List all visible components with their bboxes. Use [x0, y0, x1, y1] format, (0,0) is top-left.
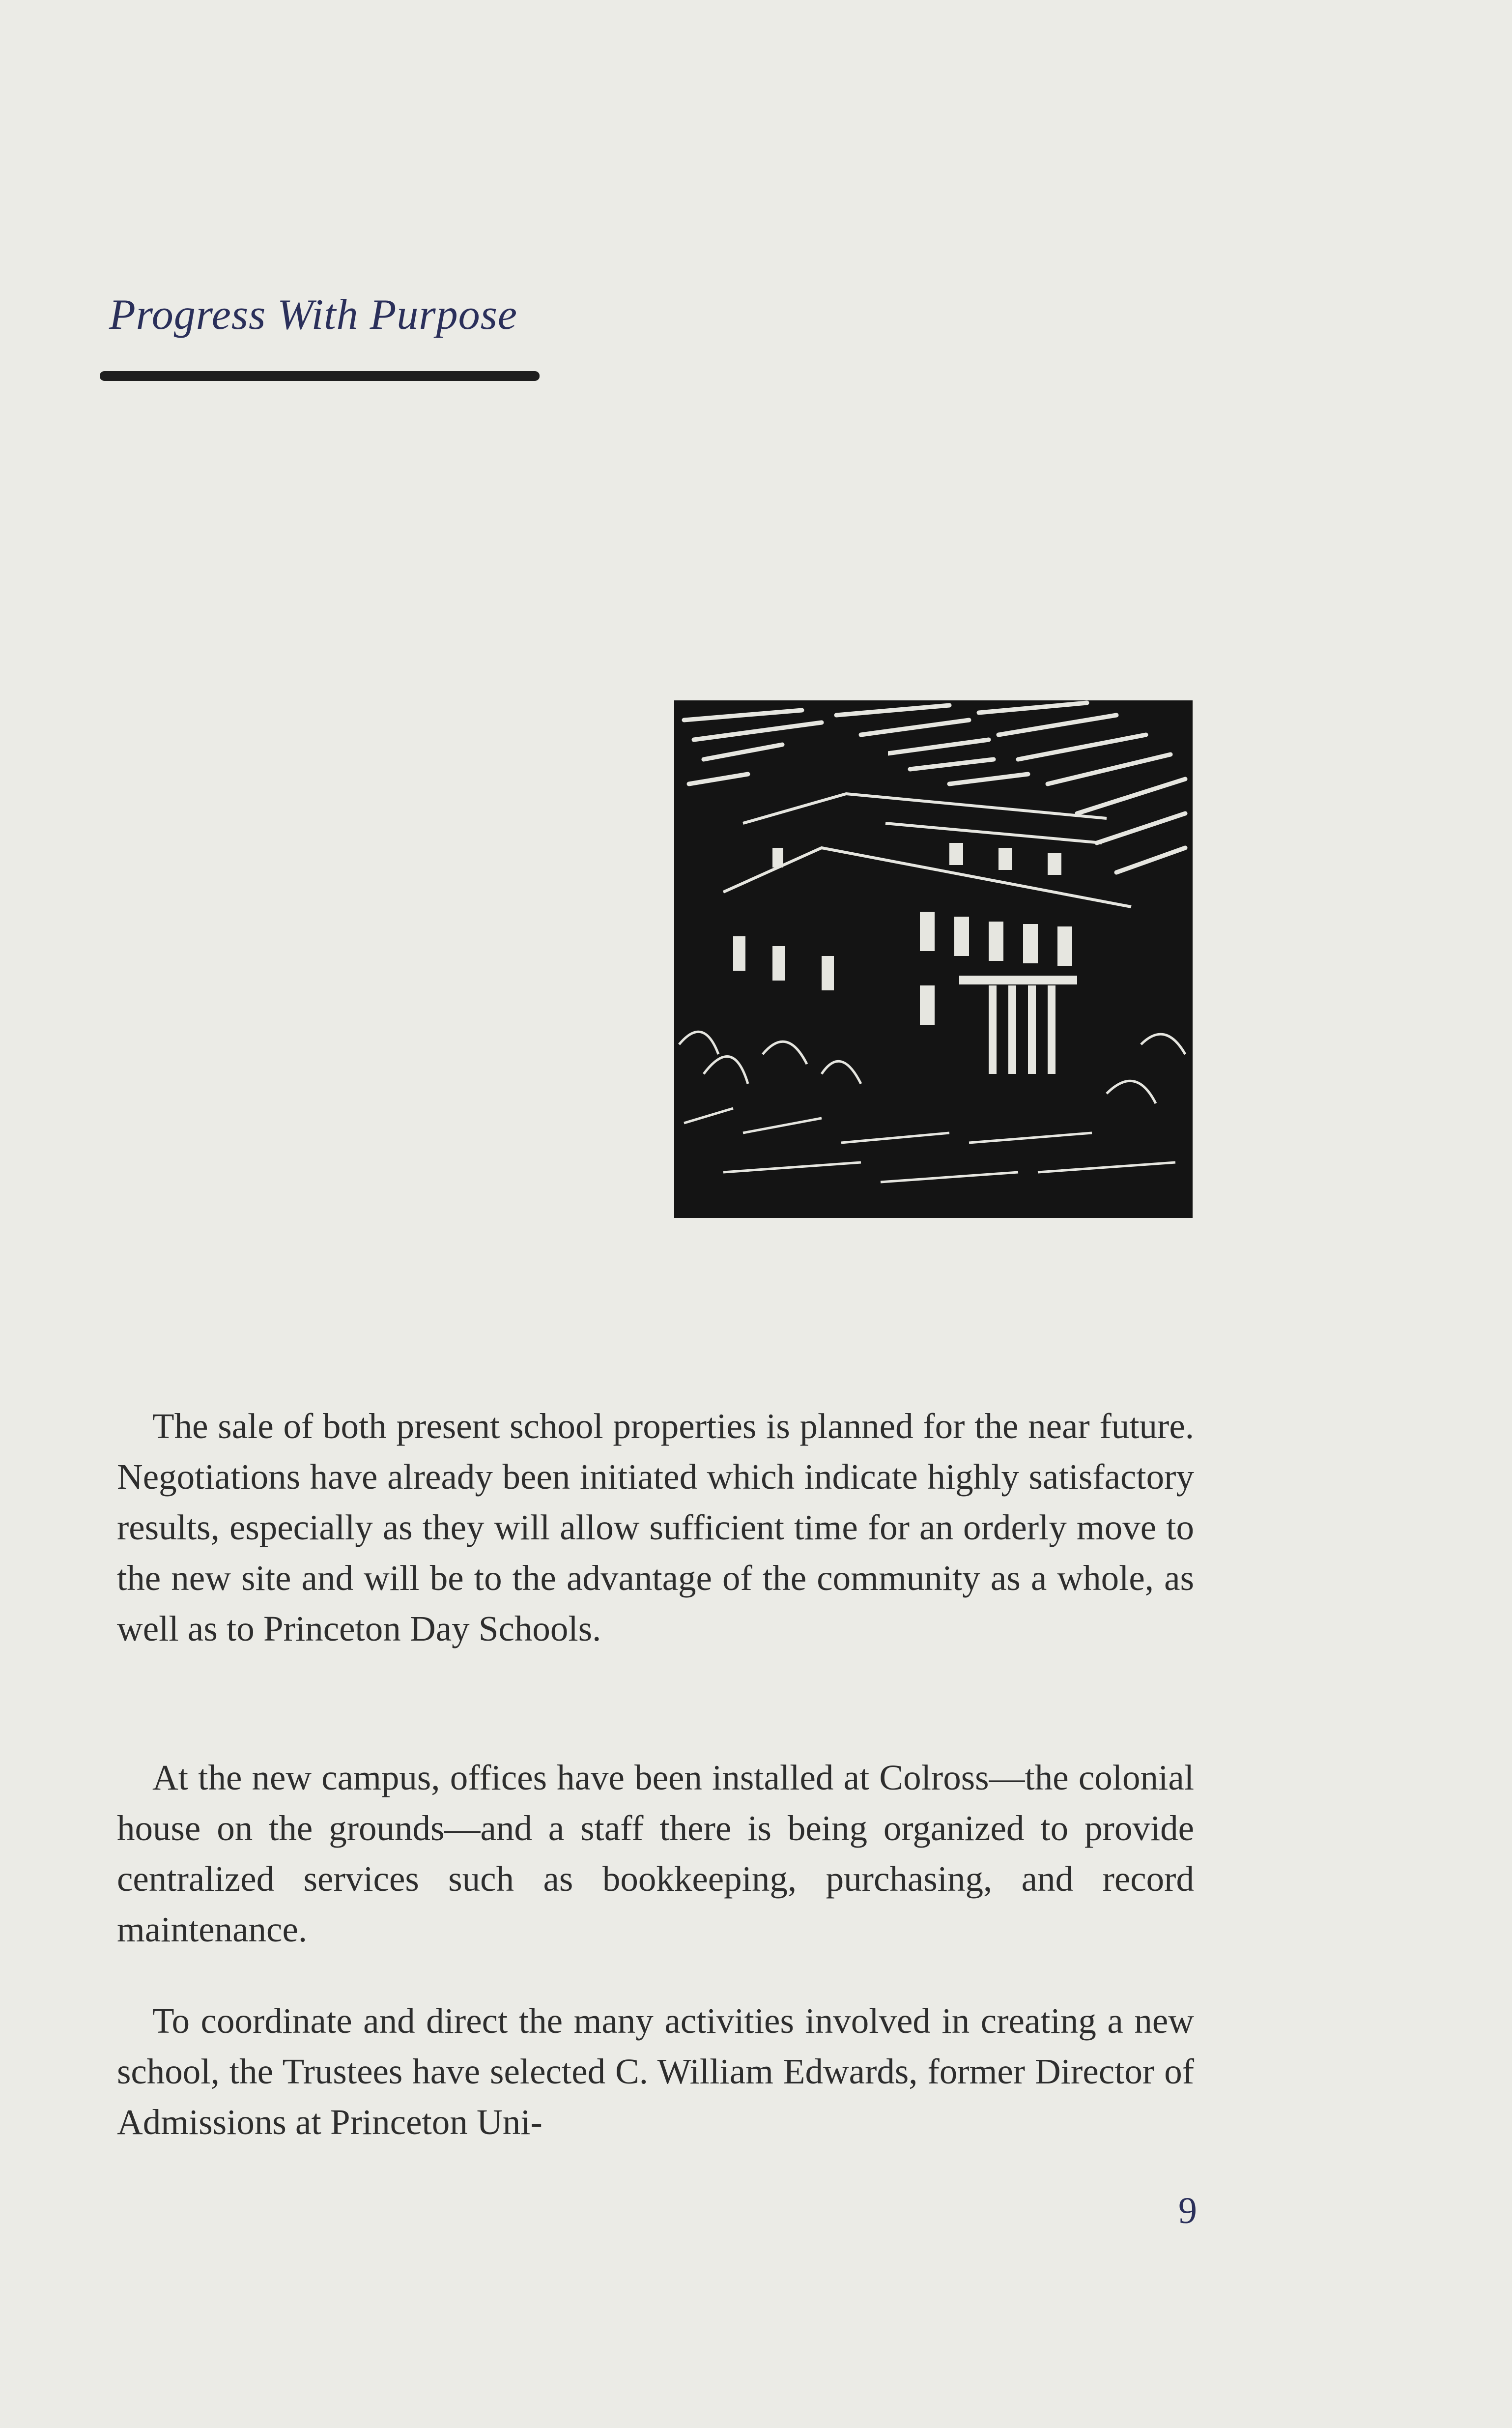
paragraph-1 [117, 1401, 1194, 1654]
woodcut-colonial-house-illustration [674, 700, 1193, 1218]
page-number: 9 [1178, 2190, 1197, 2231]
title-underline-rule [100, 371, 540, 381]
paragraph-text: To coordinate and direct the many activities involved in creating a new school, the Trustees have selected C. William Edwards, former Director of Admissions at Princeton Uni- [117, 2001, 1194, 2142]
section-title: Progress With Purpose [109, 291, 517, 339]
paragraph-text: The sale of both present school properties is planned for the near future. Negotiations have already been initiated which indicate highly satisfactory results, especially as they will allow sufficient time for an orderly move to the new site and will be to the advantage of the community as a whole, as well as to Princeton Day Schools. [117, 1406, 1194, 1648]
paragraph-3 [117, 1995, 1194, 2147]
paragraph-2 [117, 1752, 1194, 1955]
paragraph-text: At the new campus, offices have been installed at Colross—the colonial house on the grounds—and a staff there is being organized to provide centralized services such as bookkeeping, purchasing, and record maintenance. [117, 1758, 1194, 1949]
